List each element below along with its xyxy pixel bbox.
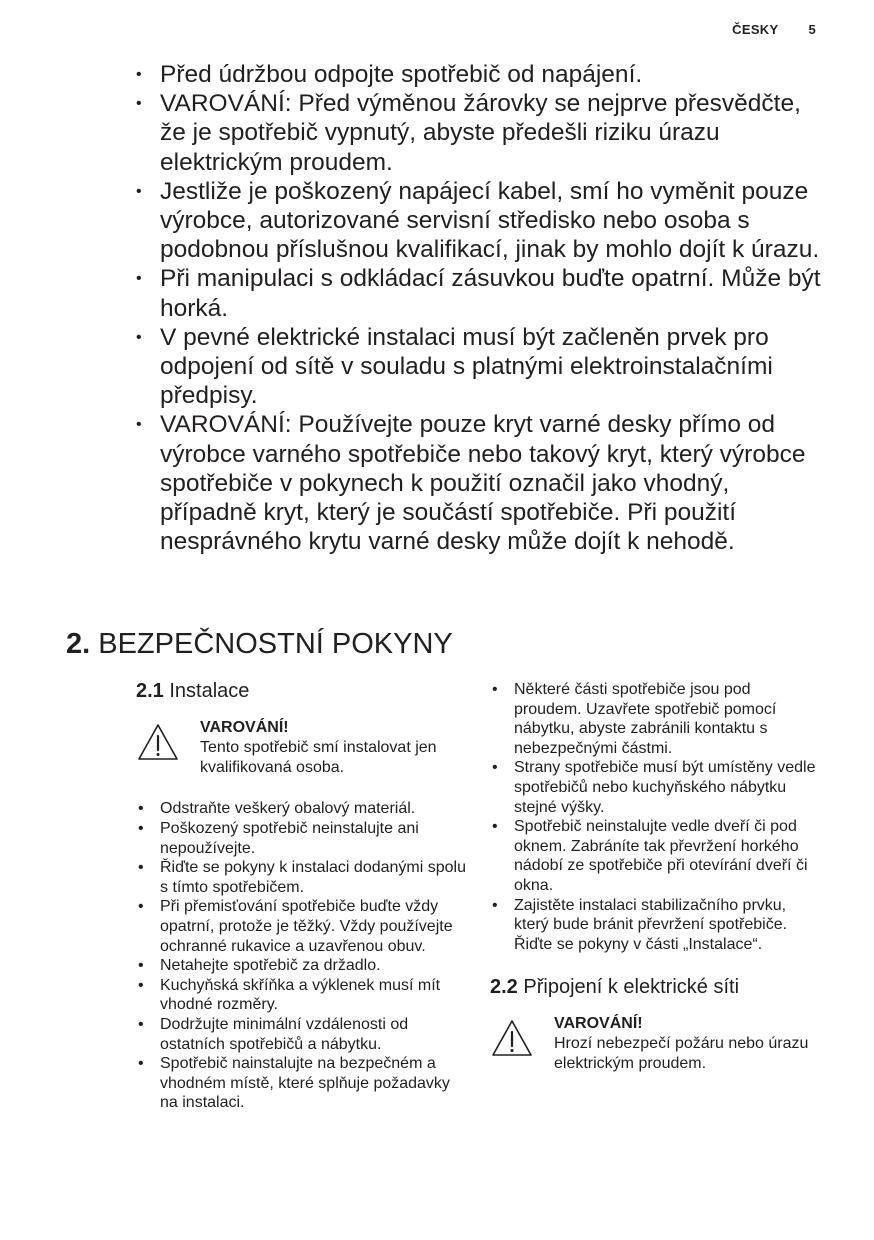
list-item: • Spotřebič neinstalujte vedle dveří či pod oknem. Zabráníte tak převržení horkého nádobí ze spotřebiče při otevírání dveří či okna. bbox=[490, 817, 820, 895]
list-item: • Jestliže je poškozený napájecí kabel, smí ho vyměnit pouze výrobce, autorizované servisní středisko nebo osoba s podobnou příslušnou kvalifikací, jinak by mohlo dojít k úrazu. bbox=[130, 177, 830, 265]
subsection-title-text: Instalace bbox=[169, 680, 250, 702]
left-column bbox=[136, 678, 466, 1113]
section-title-text: BEZPEČNOSTNÍ POKYNY bbox=[98, 628, 453, 660]
subsection-number: 2.2 bbox=[490, 976, 518, 999]
warning-text: Tento spotřebič smí instalovat jen kvalifikovaná osoba. bbox=[200, 738, 437, 776]
installation-bullet-list bbox=[136, 799, 466, 1113]
header-language: ČESKY bbox=[732, 22, 779, 37]
subsection-title-installation bbox=[136, 678, 466, 704]
list-item: • Dodržujte minimální vzdálenosti od ostatních spotřebičů a nábytku. bbox=[136, 1015, 466, 1054]
list-item: • Kuchyňská skříňka a výklenek musí mít vhodné rozměry. bbox=[136, 976, 466, 1015]
list-item: • Zajistěte instalaci stabilizačního prvku, který bude bránit převržení spotřebiče. Řiďte se pokyny v části „Instalace“. bbox=[490, 896, 820, 955]
subsection-number: 2.1 bbox=[136, 680, 164, 702]
list-item: • Spotřebič nainstalujte na bezpečném a vhodném místě, které splňuje požadavky na instalaci. bbox=[136, 1054, 466, 1113]
section-number: 2. bbox=[66, 628, 91, 660]
list-item: • Řiďte se pokyny k instalaci dodanými spolu s tímto spotřebičem. bbox=[136, 858, 466, 897]
list-item: • Před údržbou odpojte spotřebič od napájení. bbox=[130, 60, 830, 89]
list-item: • Při přemisťování spotřebiče buďte vždy opatrní, protože je těžký. Vždy používejte ochranné rukavice a uzavřenou obuv. bbox=[136, 897, 466, 956]
subsection-title-electrical bbox=[490, 974, 820, 1000]
list-item: • Odstraňte veškerý obalový materiál. bbox=[136, 799, 466, 819]
list-item: • Některé části spotřebiče jsou pod proudem. Uzavřete spotřebič pomocí nábytku, abyste zabránili kontaktu s nebezpečnými částmi. bbox=[490, 680, 820, 758]
list-item: • Poškozený spotřebič neinstalujte ani nepoužívejte. bbox=[136, 819, 466, 858]
page-header bbox=[732, 22, 816, 37]
right-column bbox=[490, 680, 820, 1096]
warning-box bbox=[136, 718, 466, 777]
installation-bullet-list-continued bbox=[490, 680, 820, 954]
list-item: • VAROVÁNÍ: Před výměnou žárovky se nejprve přesvědčte, že je spotřebič vypnutý, abyste předešli riziku úrazu elektrickým proudem. bbox=[130, 89, 830, 177]
list-item: • Strany spotřebiče musí být umístěny vedle spotřebičů nebo kuchyňského nábytku stejné výšky. bbox=[490, 758, 820, 817]
list-item: • Netahejte spotřebič za držadlo. bbox=[136, 956, 466, 976]
list-item: • Při manipulaci s odkládací zásuvkou buďte opatrní. Může být horká. bbox=[130, 264, 830, 322]
section-title bbox=[66, 628, 453, 661]
page-number: 5 bbox=[808, 22, 816, 37]
warning-text: Hrozí nebezpečí požáru nebo úrazu elektrickým proudem. bbox=[554, 1035, 809, 1072]
warning-triangle-icon bbox=[490, 1018, 534, 1058]
warning-title: VAROVÁNÍ! bbox=[200, 719, 289, 736]
subsection-title-text: Připojení k elektrické síti bbox=[523, 976, 740, 999]
warning-title: VAROVÁNÍ! bbox=[554, 1015, 643, 1033]
list-item: • V pevné elektrické instalaci musí být začleněn prvek pro odpojení od sítě v souladu s platnými elektroinstalačními předpisy. bbox=[130, 323, 830, 411]
top-bullet-list bbox=[130, 60, 830, 556]
list-item: • VAROVÁNÍ: Používejte pouze kryt varné desky přímo od výrobce varného spotřebiče nebo takový kryt, který výrobce spotřebiče v pokynech k použití označil jako vhodný, případně kryt, který je součástí spotřebiče. Při použití nesprávného krytu varné desky může dojít k nehodě. bbox=[130, 410, 830, 556]
warning-box bbox=[490, 1014, 820, 1073]
warning-triangle-icon bbox=[136, 722, 180, 762]
